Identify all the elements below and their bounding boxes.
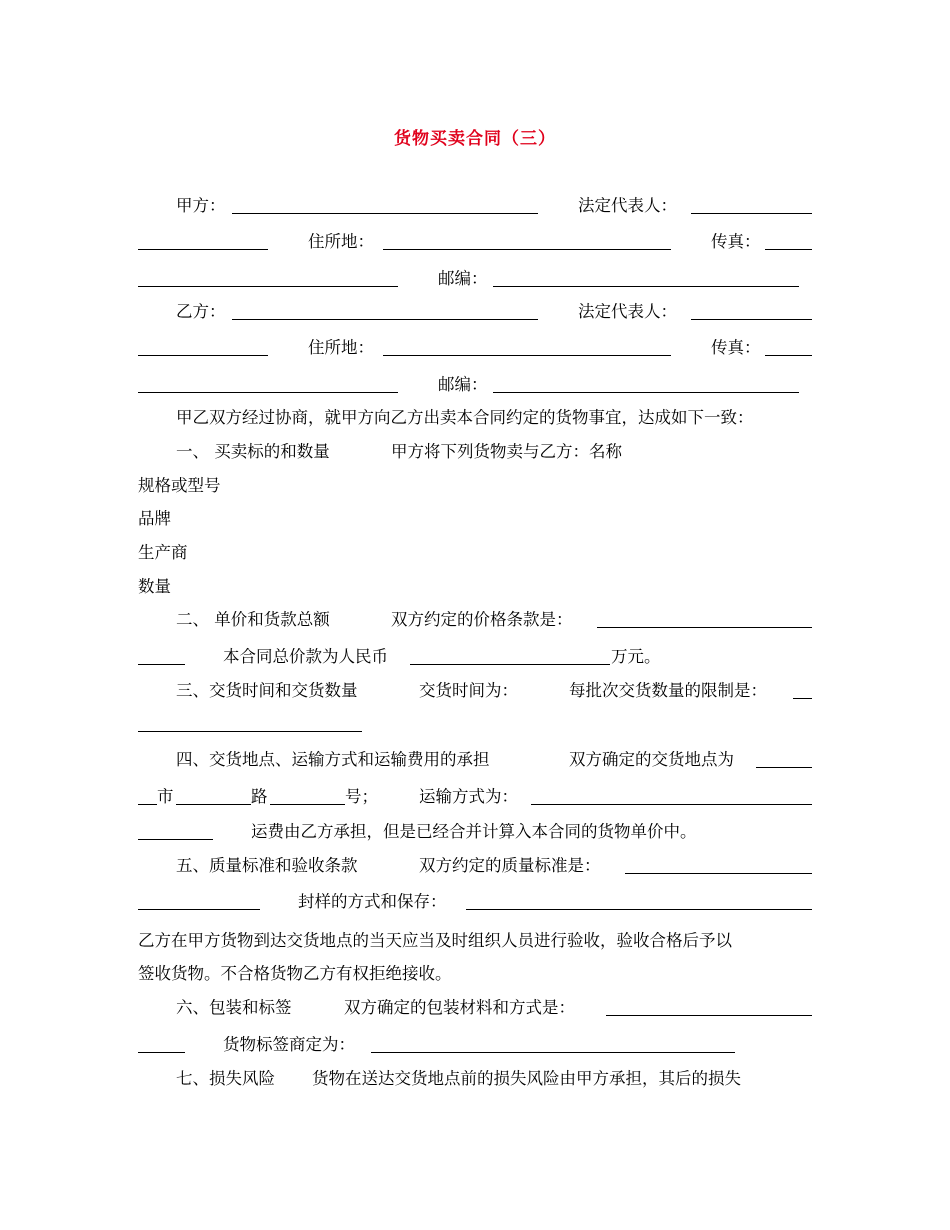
transport-blank-cont[interactable] [138,839,213,840]
party-b-fax-blank[interactable] [765,355,812,356]
section-5-line-4 [138,962,812,986]
section-7-heading: 七、损失风险 [176,1069,275,1088]
section-7-text: 货物在送达交货地点前的损失风险由甲方承担，其后的损失 [312,1069,741,1088]
party-b-name-blank[interactable] [232,319,538,320]
label-text: 货物标签商定为： [223,1035,355,1054]
party-b-postcode-label: 邮编： [438,375,488,394]
party-a-label: 甲方： [176,196,226,215]
price-terms-blank-cont[interactable] [138,664,185,665]
transport-blank[interactable] [531,804,812,805]
section-2-line-2 [138,645,812,669]
intro-paragraph [138,406,812,430]
delivery-place-blank[interactable] [756,767,812,768]
section-5-heading: 五、质量标准和验收条款 [176,856,358,875]
intro-text: 甲乙双方经过协商，就甲方向乙方出卖本合同约定的货物事宜，达成如下一致： [176,408,754,427]
delivery-place-label: 双方确定的交货地点为 [569,750,734,769]
total-prefix: 本合同总价款为人民币 [223,647,388,666]
item-brand: 品牌 [138,509,171,528]
delivery-limit-blank[interactable] [793,698,812,699]
section-2-text: 双方约定的价格条款是： [391,610,573,629]
party-a-fax-blank[interactable] [765,249,812,250]
quality-standard-label: 双方约定的质量标准是： [419,856,601,875]
section-3-line-1 [138,679,812,703]
section-3-heading: 三、交货时间和交货数量 [176,681,358,700]
party-a-line-1 [138,194,812,218]
party-b-fax-label: 传真： [711,338,761,357]
quality-standard-blank[interactable] [625,873,812,874]
section-4-line-1 [138,748,812,772]
quality-standard-blank-cont[interactable] [138,909,260,910]
number-label: 号； [345,787,378,806]
party-b-label: 乙方： [176,302,226,321]
section-5-line-1 [138,854,812,878]
party-b-line-1 [138,300,812,324]
freight-text: 运费由乙方承担，但是已经合并计算入本合同的货物单价中。 [251,822,697,841]
packing-blank[interactable] [606,1015,812,1016]
party-a-address-blank[interactable] [383,249,671,250]
party-a-rep-label: 法定代表人： [578,196,677,215]
party-a-fax-blank-cont[interactable] [138,286,398,287]
section-7-line-1 [138,1067,812,1091]
sealing-blank[interactable] [466,909,812,910]
party-a-line-2 [138,230,812,254]
section-5-line-3 [138,929,812,953]
road-blank[interactable] [176,804,251,805]
sealing-label: 封样的方式和保存： [298,892,447,911]
section-4-line-3 [138,820,812,844]
label-blank[interactable] [371,1052,735,1053]
party-a-rep-blank-cont[interactable] [138,249,268,250]
party-b-address-label: 住所地： [308,338,374,357]
section-5-line-2 [138,890,812,914]
number-blank[interactable] [270,804,345,805]
section-6-heading: 六、包装和标签 [176,998,292,1017]
section-4-heading: 四、交货地点、运输方式和运输费用的承担 [176,750,490,769]
section-2-heading: 二、 单价和货款总额 [176,610,330,629]
delivery-limit-label: 每批次交货数量的限制是： [569,681,767,700]
section-1-text: 甲方将下列货物卖与乙方：名称 [391,442,622,461]
party-b-rep-blank-cont[interactable] [138,355,268,356]
party-b-postcode-blank[interactable] [493,392,799,393]
city-label: 市 [157,787,174,806]
road-label: 路 [251,787,268,806]
party-a-line-3 [138,267,812,291]
packing-label: 双方确定的包装材料和方式是： [344,998,575,1017]
item-manufacturer: 生产商 [138,543,188,562]
delivery-time-label: 交货时间为： [419,681,518,700]
section-1-line [138,440,812,464]
party-b-line-2 [138,336,812,360]
party-b-fax-blank-cont[interactable] [138,392,398,393]
party-a-postcode-blank[interactable] [493,286,799,287]
section-1-item [138,474,812,498]
delivery-limit-blank-cont[interactable] [138,731,362,732]
section-2-line-1 [138,608,812,632]
section-1-item [138,575,812,599]
party-a-name-blank[interactable] [232,213,538,214]
party-a-fax-label: 传真： [711,232,761,251]
item-spec: 规格或型号 [138,476,221,495]
inspection-text-2: 签收货物。不合格货物乙方有权拒绝接收。 [138,964,452,983]
section-4-line-2 [138,785,812,809]
section-1-item [138,541,812,565]
section-1-item [138,507,812,531]
total-suffix: 万元。 [611,647,661,666]
transport-label: 运输方式为： [419,787,518,806]
document-title: 货物买卖合同（三） [394,129,556,149]
party-a-postcode-label: 邮编： [438,269,488,288]
party-b-address-blank[interactable] [383,355,671,356]
inspection-text-1: 乙方在甲方货物到达交货地点的当天应当及时组织人员进行验收，验收合格后予以 [138,931,732,950]
party-a-address-label: 住所地： [308,232,374,251]
packing-blank-cont[interactable] [138,1052,185,1053]
party-b-line-3 [138,373,812,397]
party-b-rep-blank[interactable] [691,319,812,320]
section-3-line-2 [138,712,812,736]
city-blank[interactable] [138,804,157,805]
item-quantity: 数量 [138,577,171,596]
section-1-heading: 一、 买卖标的和数量 [176,442,330,461]
section-6-line-2 [138,1033,812,1057]
section-6-line-1 [138,996,812,1020]
party-b-rep-label: 法定代表人： [578,302,677,321]
total-amount-blank[interactable] [410,664,610,665]
price-terms-blank[interactable] [597,627,812,628]
party-a-rep-blank[interactable] [691,213,812,214]
